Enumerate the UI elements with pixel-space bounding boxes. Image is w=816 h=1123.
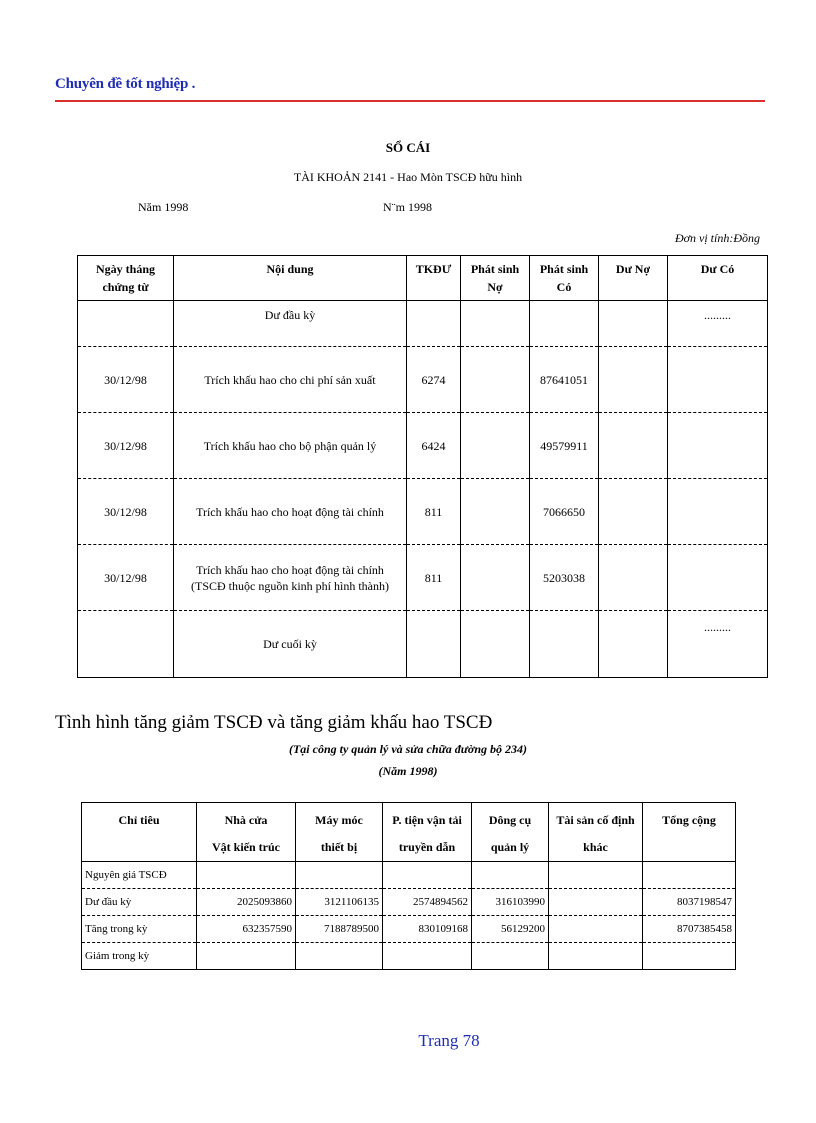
- ledger-table: [77, 255, 768, 678]
- section-subtitle-year: (Năm 1998): [378, 764, 438, 778]
- col-account: TKĐƯ: [407, 256, 461, 301]
- col-other-line2: khác: [583, 840, 608, 854]
- ledger-header-row: [78, 256, 768, 301]
- row-indicator: Nguyên giá TSCĐ: [82, 862, 197, 889]
- table-row: [78, 301, 768, 347]
- col-machinery: [296, 803, 383, 862]
- row-indicator: Giảm trong kỳ: [82, 943, 197, 970]
- cell-total: [643, 862, 736, 889]
- cell-tools: [472, 943, 549, 970]
- cell-transport: 830109168: [383, 916, 472, 943]
- cell-other: [549, 916, 643, 943]
- col-machinery-line1: Máy móc: [315, 813, 363, 827]
- row-account: 811: [407, 545, 461, 611]
- closing-balance: .........: [668, 611, 768, 678]
- row-credit: 49579911: [530, 413, 599, 479]
- row-date: 30/12/98: [78, 347, 174, 413]
- col-date: Ngày tháng chứng từ: [78, 256, 174, 301]
- cell-machinery: 7188789500: [296, 916, 383, 943]
- row-indicator: Tăng trong kỳ: [82, 916, 197, 943]
- col-total: Tổng cộng: [643, 803, 736, 862]
- row-date: 30/12/98: [78, 545, 174, 611]
- table-row: [82, 916, 736, 943]
- cell-other: [549, 889, 643, 916]
- opening-balance: .........: [668, 301, 768, 347]
- section-title: Tình hình tăng giảm TSCĐ và tăng giảm khấu hao TSCĐ: [55, 712, 493, 733]
- row-content: [174, 545, 407, 611]
- row-content: Trích khấu hao cho hoạt động tài chính: [174, 479, 407, 545]
- col-indicator: Chỉ tiêu: [82, 803, 197, 862]
- col-transport-line1: P. tiện vận tải: [392, 813, 462, 827]
- col-credit: Phát sinh Có: [530, 256, 599, 301]
- cell-buildings: [197, 862, 296, 889]
- cell-tools: [472, 862, 549, 889]
- col-tools: [472, 803, 549, 862]
- cell-transport: [383, 943, 472, 970]
- col-other: [549, 803, 643, 862]
- row-content: Trích khấu hao cho bộ phận quản lý: [174, 413, 407, 479]
- closing-content: Dư cuối kỳ: [174, 611, 407, 678]
- col-buildings-line2: Vật kiến trúc: [212, 840, 280, 854]
- cell-machinery: [296, 862, 383, 889]
- cell-tools: 316103990: [472, 889, 549, 916]
- row-date: 30/12/98: [78, 479, 174, 545]
- cell-total: [643, 943, 736, 970]
- row-content-line2: (TSCĐ thuộc nguồn kinh phí hình thành): [191, 578, 389, 593]
- document-header-title: Chuyên đề tốt nghiệp .: [55, 76, 196, 92]
- table-row: [78, 479, 768, 545]
- table-row: [82, 943, 736, 970]
- cell-buildings: [197, 943, 296, 970]
- col-transport: [383, 803, 472, 862]
- table-row: [78, 347, 768, 413]
- cell-transport: [383, 862, 472, 889]
- cell-total: 8037198547: [643, 889, 736, 916]
- row-account: 811: [407, 479, 461, 545]
- page-number: Trang 78: [418, 1031, 480, 1050]
- cell-total: 8707385458: [643, 916, 736, 943]
- ledger-unit: Đơn vị tính:Đồng: [674, 231, 760, 245]
- col-buildings-line1: Nhà cửa: [224, 813, 268, 827]
- cell-buildings: 2025093860: [197, 889, 296, 916]
- ledger-year-mid: N¨m 1998: [383, 200, 432, 214]
- row-indicator: Dư đầu kỳ: [82, 889, 197, 916]
- cell-other: [549, 943, 643, 970]
- row-account: 6424: [407, 413, 461, 479]
- table-row: [78, 413, 768, 479]
- cell-machinery: [296, 943, 383, 970]
- summary-header-row: [82, 803, 736, 862]
- table-row: [78, 611, 768, 678]
- row-account: 6274: [407, 347, 461, 413]
- row-credit: 5203038: [530, 545, 599, 611]
- cell-buildings: 632357590: [197, 916, 296, 943]
- col-machinery-line2: thiết bị: [320, 840, 358, 854]
- table-row: [82, 889, 736, 916]
- asset-summary-table: [81, 802, 736, 970]
- ledger-title: SỔ CÁI: [385, 140, 431, 155]
- opening-content: Dư đầu kỳ: [174, 301, 407, 347]
- section-subtitle-company: (Tại công ty quản lý và sửa chữa đường bộ 234): [288, 742, 527, 756]
- ledger-subtitle: TÀI KHOẢN 2141 - Hao Mòn TSCĐ hữu hình: [293, 170, 523, 184]
- col-tools-line2: quản lý: [490, 840, 530, 854]
- header-divider: [55, 100, 765, 102]
- row-credit: 87641051: [530, 347, 599, 413]
- cell-machinery: 3121106135: [296, 889, 383, 916]
- row-content-line1: Trích khấu hao cho hoạt động tài chính: [196, 562, 384, 577]
- row-date: 30/12/98: [78, 413, 174, 479]
- col-tools-line1: Dông cụ: [488, 813, 532, 827]
- col-buildings: [197, 803, 296, 862]
- col-content: Nội dung: [174, 256, 407, 301]
- col-balance-debit: Dư Nợ: [599, 256, 668, 301]
- cell-other: [549, 862, 643, 889]
- col-transport-line2: truyền dẫn: [398, 840, 456, 854]
- ledger-year-left: Năm 1998: [138, 200, 189, 214]
- cell-tools: 56129200: [472, 916, 549, 943]
- col-debit: Phát sinh Nợ: [461, 256, 530, 301]
- row-credit: 7066650: [530, 479, 599, 545]
- table-row: [82, 862, 736, 889]
- row-content: Trích khấu hao cho chi phí sản xuất: [174, 347, 407, 413]
- col-other-line1: Tài sản cố định: [556, 813, 635, 827]
- table-row: [78, 545, 768, 611]
- col-balance-credit: Dư Có: [668, 256, 768, 301]
- cell-transport: 2574894562: [383, 889, 472, 916]
